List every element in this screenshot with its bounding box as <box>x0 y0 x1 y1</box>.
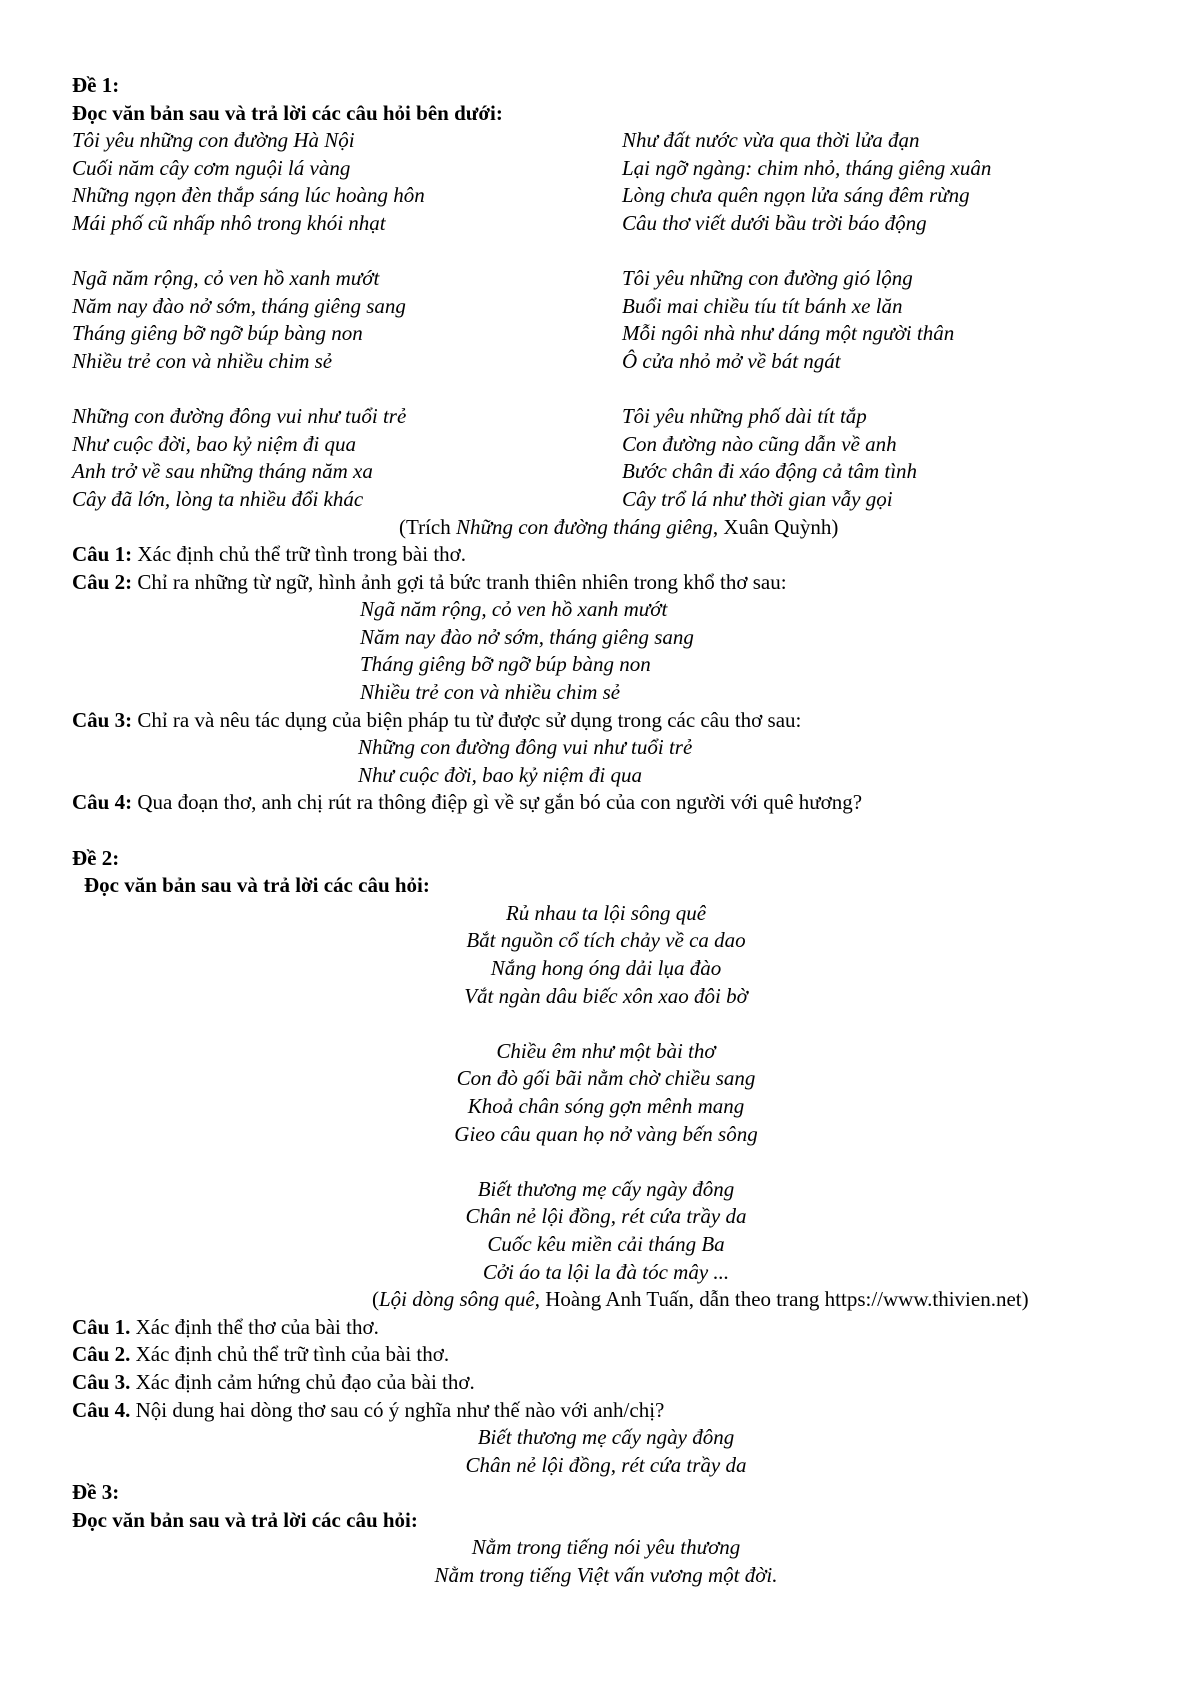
poem-line: Tôi yêu những con đường gió lộng <box>622 266 913 291</box>
poem-line: Câu thơ viết dưới bầu trời báo động <box>622 210 927 235</box>
poem-line: Con đường nào cũng dẫn về anh <box>622 431 897 456</box>
question-2-quote: Ngã năm rộng, cỏ ven hồ xanh mướt Năm nay đào nở sớm, tháng giêng sang Tháng giêng bỡ ngỡ búp bàng non Nhiều trẻ con và nhiều chim sẻ <box>360 597 694 705</box>
poem-line: Cuối năm cây cơm nguội lá vàng <box>72 155 351 180</box>
poem-1-stanza-pair-2 <box>72 265 1140 375</box>
document-page <box>72 72 1140 1590</box>
poem-2-stanza-1: Rủ nhau ta lội sông quê Bắt nguồn cổ tích chảy về ca dao Nắng hong óng dải lụa đào Vắt ngàn dâu biếc xôn xao đôi bờ <box>464 900 748 1008</box>
exam-1-question-1: Câu 1: Xác định chủ thể trữ tình trong bài thơ. <box>72 542 467 567</box>
poem-line: Buổi mai chiều tíu tít bánh xe lăn <box>622 293 903 318</box>
exam-1-question-3: Câu 3: Chỉ ra và nêu tác dụng của biện pháp tu từ được sử dụng trong các câu thơ sau: <box>72 707 802 732</box>
poem-line: Tôi yêu những phố dài tít tắp <box>622 404 867 429</box>
poem-line: Như đất nước vừa qua thời lửa đạn <box>622 128 920 153</box>
exam-1-instruction: Đọc văn bản sau và trả lời các câu hỏi bên dưới: <box>72 100 503 125</box>
poem-line: Những con đường đông vui như tuổi trẻ <box>72 404 407 429</box>
poem-1-stanza-pair-3 <box>72 403 1140 513</box>
poem-2-citation: (Lội dòng sông quê, Hoàng Anh Tuấn, dẫn theo trang https://www.thivien.net) <box>372 1287 1029 1312</box>
poem-line: Ngã năm rộng, cỏ ven hồ xanh mướt <box>72 266 380 291</box>
exam-3 <box>72 1479 1140 1589</box>
exam-2-instruction: Đọc văn bản sau và trả lời các câu hỏi: <box>84 873 430 898</box>
exam-2-question-4: Câu 4. Nội dung hai dòng thơ sau có ý nghĩa như thế nào với anh/chị? <box>72 1397 665 1422</box>
poem-line: Ô cửa nhỏ mở về bát ngát <box>622 348 841 373</box>
exam-2-question-1: Câu 1. Xác định thể thơ của bài thơ. <box>72 1314 379 1339</box>
poem-line: Anh trở về sau những tháng năm xa <box>72 459 373 484</box>
poem-line: Năm nay đào nở sớm, tháng giêng sang <box>72 293 406 318</box>
poem-line: Cây đã lớn, lòng ta nhiều đổi khác <box>72 486 364 511</box>
poem-line: Những ngọn đèn thắp sáng lúc hoàng hôn <box>72 183 425 208</box>
exam-2 <box>72 845 1140 1480</box>
poem-line: Mái phố cũ nhấp nhô trong khói nhạt <box>72 210 386 235</box>
poem-2-stanza-3: Biết thương mẹ cấy ngày đông Chân nẻ lội đồng, rét cứa trầy da Cuốc kêu miền cải tháng Ba Cởi áo ta lội la đà tóc mây ... <box>465 1176 747 1284</box>
exam-1-question-2: Câu 2: Chỉ ra những từ ngữ, hình ảnh gợi tả bức tranh thiên nhiên trong khổ thơ sau: <box>72 569 787 594</box>
poem-line: Cây trổ lá như thời gian vẫy gọi <box>622 486 893 511</box>
exam-2-heading: Đề 2: <box>72 845 120 870</box>
poem-line: Tôi yêu những con đường Hà Nội <box>72 128 355 153</box>
exam-2-question-2: Câu 2. Xác định chủ thể trữ tình của bài thơ. <box>72 1342 450 1367</box>
poem-line: Bước chân đi xáo động cả tâm tình <box>622 459 918 484</box>
exam-1-question-4: Câu 4: Qua đoạn thơ, anh chị rút ra thông điệp gì về sự gắn bó của con người với quê hương? <box>72 790 863 815</box>
poem-line: Lại ngỡ ngàng: chim nhỏ, tháng giêng xuân <box>622 155 992 180</box>
exam-1-heading: Đề 1: <box>72 73 120 97</box>
exam-2-question-3: Câu 3. Xác định cảm hứng chủ đạo của bài thơ. <box>72 1369 475 1394</box>
poem-line: Lòng chưa quên ngọn lửa sáng đêm rừng <box>622 183 970 208</box>
poem-line: Như cuộc đời, bao kỷ niệm đi qua <box>72 431 356 456</box>
poem-line: Tháng giêng bỡ ngỡ búp bàng non <box>72 321 363 346</box>
exam-3-heading: Đề 3: <box>72 1480 120 1505</box>
poem-line: Mỗi ngôi nhà như dáng một người thân <box>622 321 955 346</box>
poem-2-stanza-2: Chiều êm như một bài thơ Con đò gối bãi nằm chờ chiều sang Khoả chân sóng gợn mênh mang Gieo câu quan họ nở vàng bến sông <box>454 1038 758 1146</box>
poem-3-stanza: Nằm trong tiếng nói yêu thương Nằm trong tiếng Việt vấn vương một đời. <box>434 1535 778 1588</box>
question-3-quote: Những con đường đông vui như tuổi trẻ Như cuộc đời, bao kỷ niệm đi qua <box>358 735 693 787</box>
exam-1 <box>72 72 1140 817</box>
poem-1-citation: (Trích Những con đường tháng giêng, Xuân Quỳnh) <box>399 514 839 539</box>
question-4-quote: Biết thương mẹ cấy ngày đông Chân nẻ lội đồng, rét cứa trầy da <box>465 1425 747 1477</box>
poem-1-stanza-pair-1 <box>72 127 1140 237</box>
exam-3-instruction: Đọc văn bản sau và trả lời các câu hỏi: <box>72 1507 418 1532</box>
poem-line: Nhiều trẻ con và nhiều chim sẻ <box>72 348 333 373</box>
